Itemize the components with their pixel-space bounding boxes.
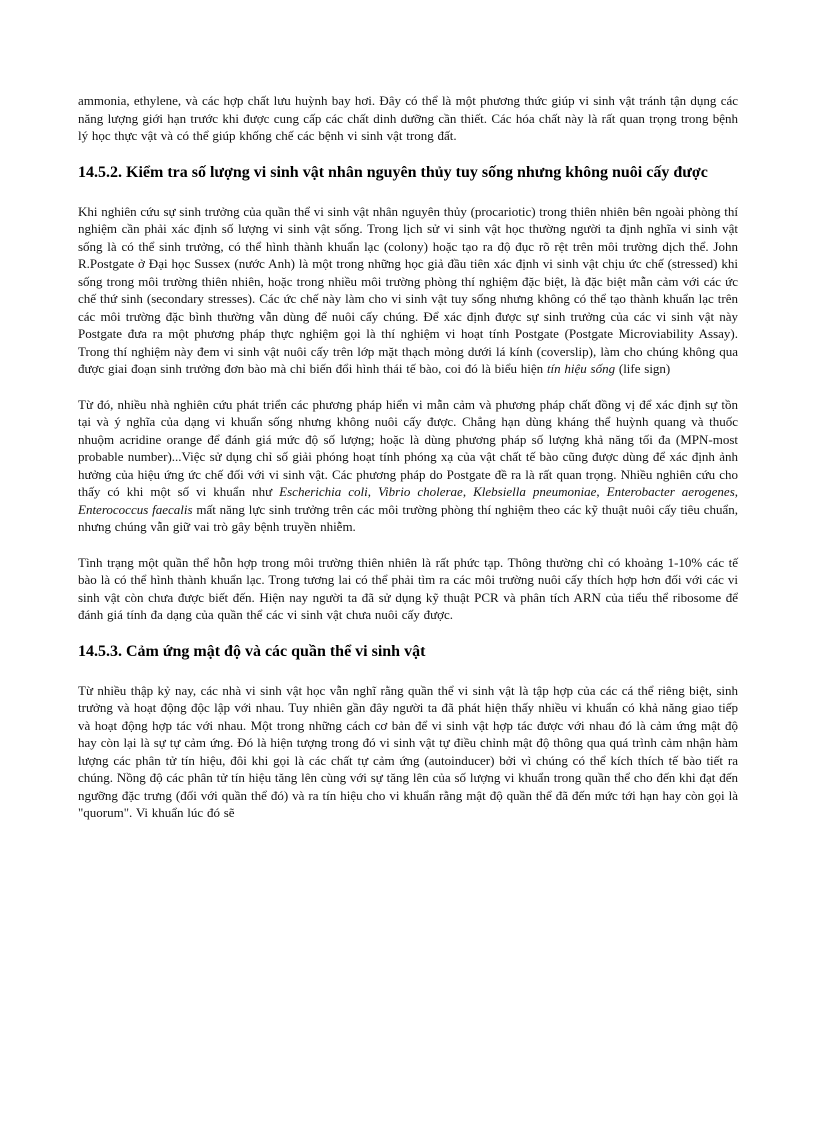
species-name: Enterococcus faecalis bbox=[78, 501, 193, 517]
paragraph-mixed-population: Tình trạng một quần thể hỗn hợp trong môi trường thiên nhiên là rất phức tạp. Thông thường chỉ có khoảng 1-10% các tế bào là có thể hình thành khuẩn lạc. Trong tương lai có thể phải tìm ra các môi trường nuôi cấy thích hợp hơn đối với các vi sinh vật còn chưa được biết đến. Hiện nay người ta đã sử dụng kỹ thuật PCR và phân tích ARN của tiểu thể ribosome để đánh giá tính đa dạng của quần thể các vi sinh vật chưa nuôi cấy được. bbox=[78, 554, 738, 622]
paragraph-methods bbox=[78, 396, 738, 536]
paragraph-postgate bbox=[78, 203, 738, 378]
paragraph-intro: ammonia, ethylene, và các hợp chất lưu huỳnh bay hơi. Đây có thể là một phương thức giúp vi sinh vật tránh tận dụng các năng lượng giới hạn trước khi được cung cấp các chất dinh dưỡng cần thiết. Các hóa chất này là rất quan trọng trong bệnh lý học thực vật và có thể giúp khống chế các bệnh vi sinh vật trong đất. bbox=[78, 93, 738, 143]
species-name: Enterobacter aerogenes bbox=[606, 484, 735, 499]
paragraph-methods-end: mất năng lực sinh trưởng trên các môi trường phòng thí nghiệm theo các kỹ thuật nuôi cấy tiêu chuẩn, nhưng chúng vẫn giữ vai trò gây bệnh truyền nhiễm. bbox=[78, 501, 739, 534]
species-name: Vibrio cholerae bbox=[378, 484, 463, 499]
section-heading-14-5-2: 14.5.2. Kiểm tra số lượng vi sinh vật nhân nguyên thủy tuy sống nhưng không nuôi cấy được bbox=[78, 163, 708, 181]
separator: , bbox=[367, 484, 379, 499]
section-heading-14-5-3: 14.5.3. Cảm ứng mật độ và các quần thể vi sinh vật bbox=[78, 642, 426, 660]
life-sign-term: tín hiệu sống bbox=[546, 361, 616, 376]
paragraph-postgate-main: Khi nghiên cứu sự sinh trưởng của quần thể vi sinh vật nhân nguyên thủy (procariotic) trong thiên nhiên bên ngoài phòng thí nghiệm cần phải xác định số lượng vi sinh vật sống. Trong lịch sử vi sinh vật học thường người ta định nghĩa vi sinh vật sống là có thể sinh trưởng, có thể hình thành khuẩn lạc (colony) hoặc tạo ra độ đục rõ rệt trên môi trường dịch thể. John R.Postgate ở Đại học Sussex (nước Anh) là một trong những học giả đầu tiên xác định vi sinh vật chịu ức chế (stressed) khi sống trong môi trường thiên nhiên, hoặc trong nhiều môi trường phòng thí nghiệm đặc biệt, là đặc biệt mẫn cảm với các ức chế thứ sinh (secondary stresses). Các ức chế này làm cho vi sinh vật tuy sống nhưng không có thể tạo thành khuẩn lạc trên các môi trường đặc bình thường vẫn dùng để nuôi cấy chúng. Để xác định được sự sinh trưởng của các vi sinh vật này Postgate đưa ra một phương pháp thực nghiệm gọi là thí nghiệm vi hoạt tính Postgate (Postgate Microviability Assay). Trong thí nghiệm này đem vi sinh vật nuôi cấy trên lớp mặt thạch mỏng dưới lá kính (coverslip), làm cho chúng không qua được giai đoạn sinh trưởng đơn bào mà chỉ biến đổi hình thái tế bào, coi đó là biểu hiện bbox=[78, 203, 738, 376]
paragraph-methods-start: Từ đó, nhiều nhà nghiên cứu phát triển các phương pháp hiển vi mẫn cảm và phương pháp chất đồng vị để xác định sự tồn tại và ý nghĩa của dạng vi khuẩn sống nhưng không nuôi cấy được. Chẳng hạn dùng kháng thể huỳnh quang và thuốc nhuộm acridine orange để đánh giá mức độ số lượng; hoặc là dùng phương pháp số lượng khả năng tối đa (MPN-most probable number)...Việc sử dụng chỉ số giải phóng hoạt tính phóng xạ của vật chất tế bào cũng được dùng để xác định ảnh hưởng của hiệu ứng ức chế đối với vi sinh vật. Các phương pháp do Postgate đề ra là rất quan trọng. Nhiều nghiên cứu cho thấy có khi một số vi khuẩn như bbox=[78, 396, 738, 499]
separator: , bbox=[596, 484, 607, 499]
document-page bbox=[78, 92, 738, 822]
paragraph-quorum-sensing: Từ nhiều thập kỷ nay, các nhà vi sinh vật học vẫn nghĩ rằng quần thể vi sinh vật là tập hợp của các cá thể riêng biệt, sinh trưởng và hoạt động độc lập với nhau. Tuy nhiên gần đây người ta đã phát hiện thấy nhiều vi khuẩn có khả năng giao tiếp và hoạt động hợp tác với nhau. Một trong những cách cơ bản để vi sinh vật hợp tác được với nhau đó là cảm ứng mật độ hay còn lại là sự tự cảm ứng. Đó là hiện tượng trong đó vi sinh vật tự điều chỉnh mật độ thông qua quá trình cảm nhận hàm lượng các phân tử tín hiệu, đôi khi gọi là các chất tự cảm ứng (autoinducer) bởi vì chúng có thể kích thích tế bào tiết ra chúng. Nồng độ các phân tử tín hiệu tăng lên cùng với sự tăng lên của số lượng vi khuẩn trong quần thể cho đến khi đạt đến ngưỡng đặc trưng (đối với quần thể đó) và ra tín hiệu cho vi khuẩn rằng mật độ quần thể đã đến mức tới hạn hay còn gọi là "quorum". Vi khuẩn lúc đó sẽ bbox=[78, 682, 738, 820]
separator: , bbox=[462, 484, 474, 499]
separator: , bbox=[734, 484, 739, 499]
paragraph-postgate-tail: (life sign) bbox=[615, 361, 671, 376]
species-name: Klebsiella pneumoniae bbox=[473, 484, 597, 499]
species-name: Escherichia coli bbox=[279, 484, 368, 499]
